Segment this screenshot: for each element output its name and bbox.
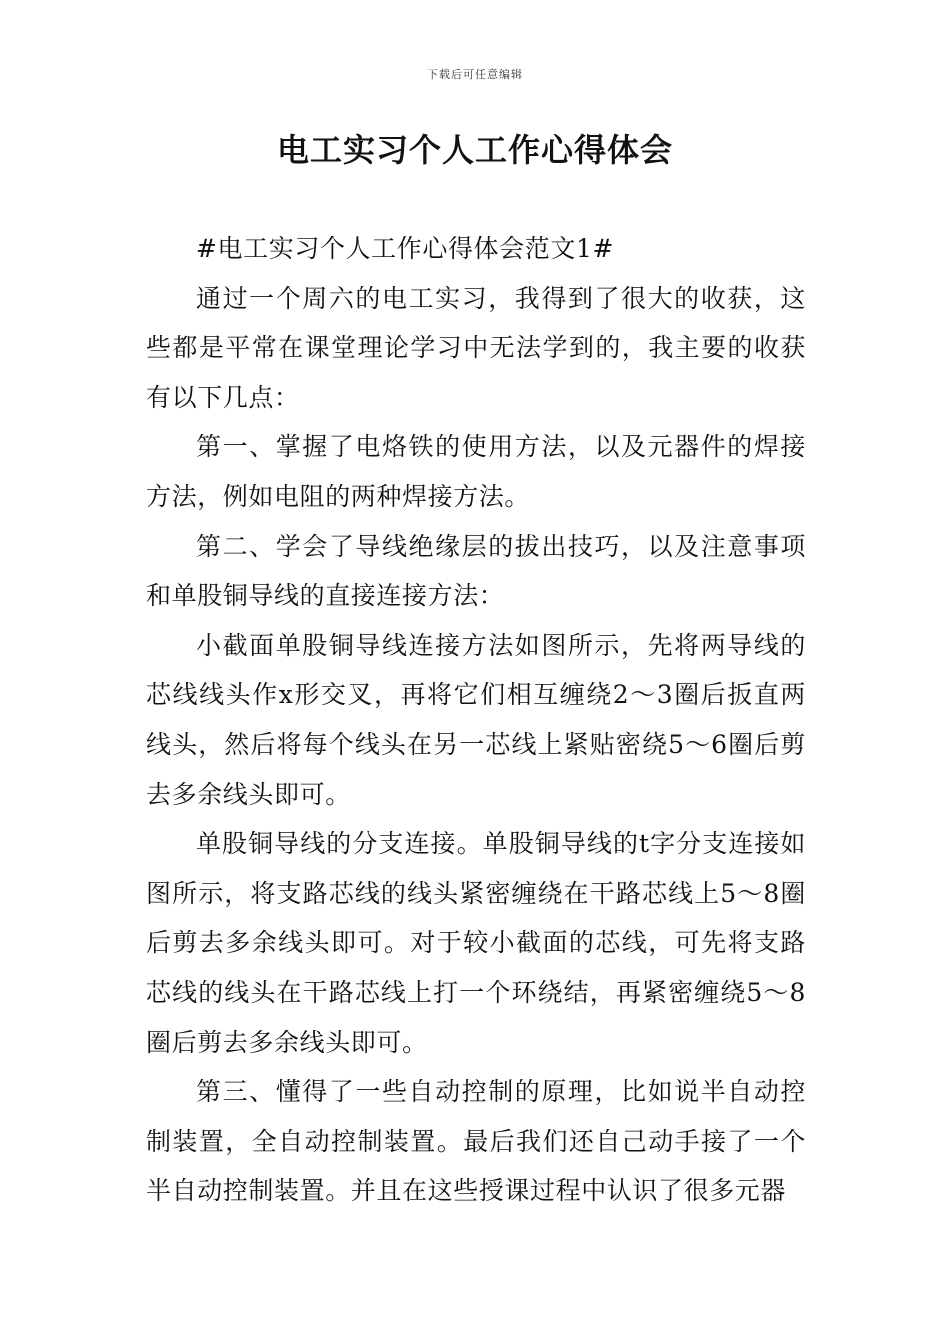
paragraph-point-two: 第二、学会了导线绝缘层的拔出技巧，以及注意事项和单股铜导线的直接连接方法： xyxy=(146,531,806,611)
header-note: 下载后可任意编辑 xyxy=(427,68,523,81)
document-title: 电工实习个人工作心得体会 xyxy=(276,131,673,169)
paragraph-point-one: 第一、掌握了电烙铁的使用方法，以及元器件的焊接方法，例如电阻的两种焊接方法。 xyxy=(146,432,806,511)
document-body xyxy=(146,224,806,1216)
paragraph-subheading: #电工实习个人工作心得体会范文1# xyxy=(196,234,615,263)
paragraph-intro: 通过一个周六的电工实习，我得到了很大的收获，这些都是平常在课堂理论学习中无法学到的，我主要的收获有以下几点： xyxy=(146,283,806,412)
paragraph-branch-connection: 单股铜导线的分支连接。单股铜导线的t字分支连接如图所示，将支路芯线的线头紧密缠绕在干路芯线上5～8圈后剪去多余线头即可。对于较小截面的芯线，可先将支路芯线的线头在干路芯线上打一个环绕结，再紧密缠绕5～8圈后剪去多余线头即可。 xyxy=(146,829,806,1057)
paragraph-point-three: 第三、懂得了一些自动控制的原理，比如说半自动控制装置，全自动控制装置。最后我们还自己动手接了一个半自动控制装置。并且在这些授课过程中认识了很多元器 xyxy=(146,1077,806,1206)
paragraph-wire-connection: 小截面单股铜导线连接方法如图所示，先将两导线的芯线线头作x形交叉，再将它们相互缠绕2～3圈后扳直两线头，然后将每个线头在另一芯线上紧贴密绕5～6圈后剪去多余线头即可。 xyxy=(146,630,806,809)
